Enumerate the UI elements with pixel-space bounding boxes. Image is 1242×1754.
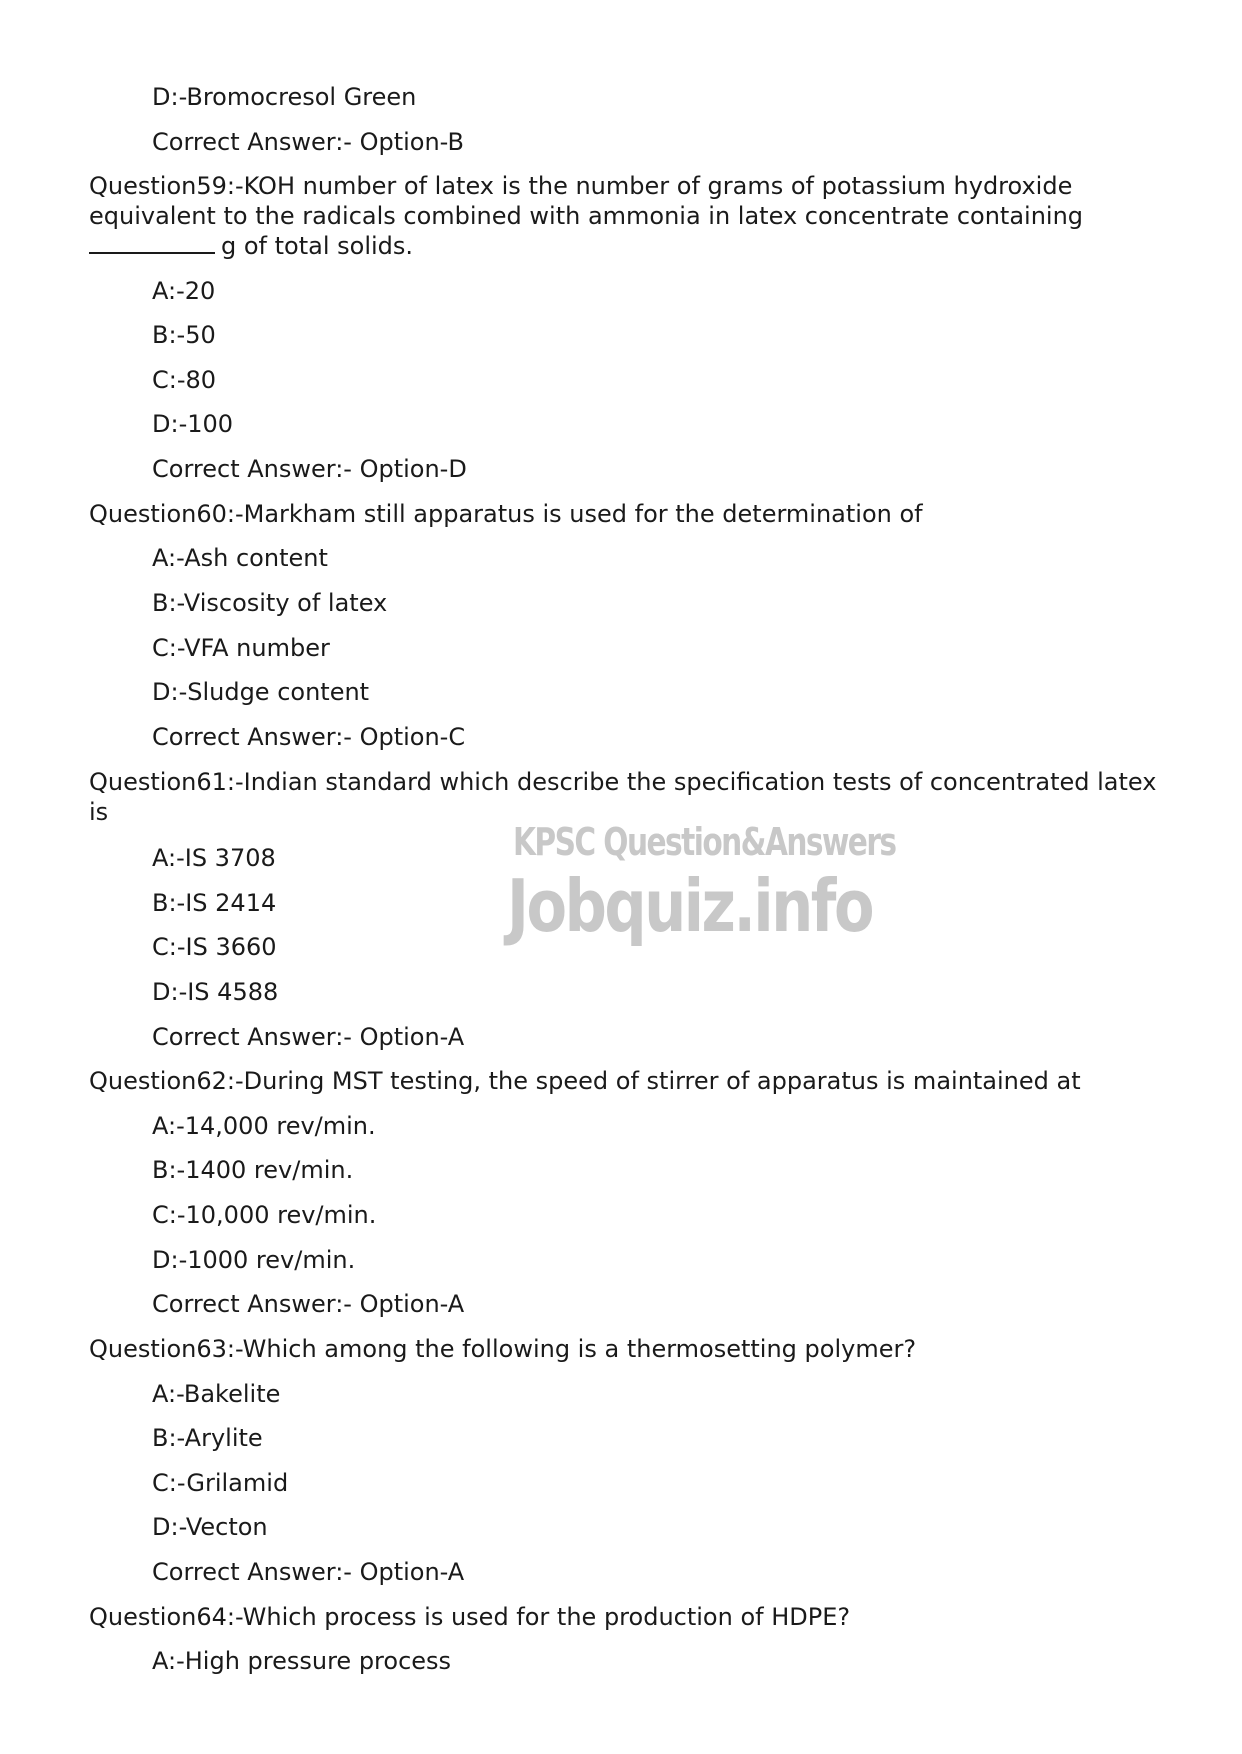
question-59 bbox=[89, 171, 1169, 261]
option-b: B:-Viscosity of latex bbox=[152, 589, 388, 617]
option-c: C:-10,000 rev/min. bbox=[152, 1201, 377, 1229]
correct-answer: Correct Answer:- Option-A bbox=[152, 1023, 465, 1051]
question-text: Question59:-KOH number of latex is the number of grams of potassium hydroxide equivalent to the radicals combined with ammonia in latex concentrate containing bbox=[89, 172, 1084, 230]
option-d: D:-Sludge content bbox=[152, 678, 370, 706]
option-a: A:-IS 3708 bbox=[152, 844, 276, 872]
watermark-line-2: Jobquiz.info bbox=[507, 864, 873, 948]
watermark bbox=[480, 820, 896, 948]
question-63: Question63:-Which among the following is a thermosetting polymer? bbox=[89, 1335, 917, 1363]
option-c: C:-Grilamid bbox=[152, 1469, 289, 1497]
option-c: C:-IS 3660 bbox=[152, 933, 277, 961]
option-b: B:-Arylite bbox=[152, 1424, 263, 1452]
option-c: C:-80 bbox=[152, 366, 217, 394]
option-a: A:-Ash content bbox=[152, 544, 328, 572]
question-text-continuation: g of total solids. bbox=[221, 232, 414, 260]
option-b: B:-50 bbox=[152, 321, 216, 349]
option-a: A:-14,000 rev/min. bbox=[152, 1112, 376, 1140]
option-c: C:-VFA number bbox=[152, 634, 330, 662]
correct-answer: Correct Answer:- Option-D bbox=[152, 455, 467, 483]
option-b: B:-IS 2414 bbox=[152, 889, 277, 917]
question-62: Question62:-During MST testing, the speed of stirrer of apparatus is maintained at bbox=[89, 1067, 1081, 1095]
option-d: D:-100 bbox=[152, 410, 234, 438]
correct-answer: Correct Answer:- Option-C bbox=[152, 723, 466, 751]
question-60: Question60:-Markham still apparatus is used for the determination of bbox=[89, 500, 923, 528]
option-a: A:-20 bbox=[152, 277, 216, 305]
option-a: A:-Bakelite bbox=[152, 1380, 281, 1408]
option-d: D:-1000 rev/min. bbox=[152, 1246, 356, 1274]
option-d: D:-Vecton bbox=[152, 1513, 268, 1541]
correct-answer: Correct Answer:- Option-A bbox=[152, 1558, 465, 1586]
option-a: A:-High pressure process bbox=[152, 1647, 452, 1675]
correct-answer: Correct Answer:- Option-A bbox=[152, 1290, 465, 1318]
option-d: D:-IS 4588 bbox=[152, 978, 279, 1006]
watermark-line-1: KPSC Question&Answers bbox=[513, 820, 896, 864]
question-61: Question61:-Indian standard which describe the specification tests of concentrated latex is bbox=[89, 768, 1157, 826]
fill-blank bbox=[89, 232, 215, 254]
correct-answer: Correct Answer:- Option-B bbox=[152, 128, 464, 156]
question-64: Question64:-Which process is used for the production of HDPE? bbox=[89, 1603, 851, 1631]
option-b: B:-1400 rev/min. bbox=[152, 1156, 354, 1184]
option-d: D:-Bromocresol Green bbox=[152, 83, 417, 111]
